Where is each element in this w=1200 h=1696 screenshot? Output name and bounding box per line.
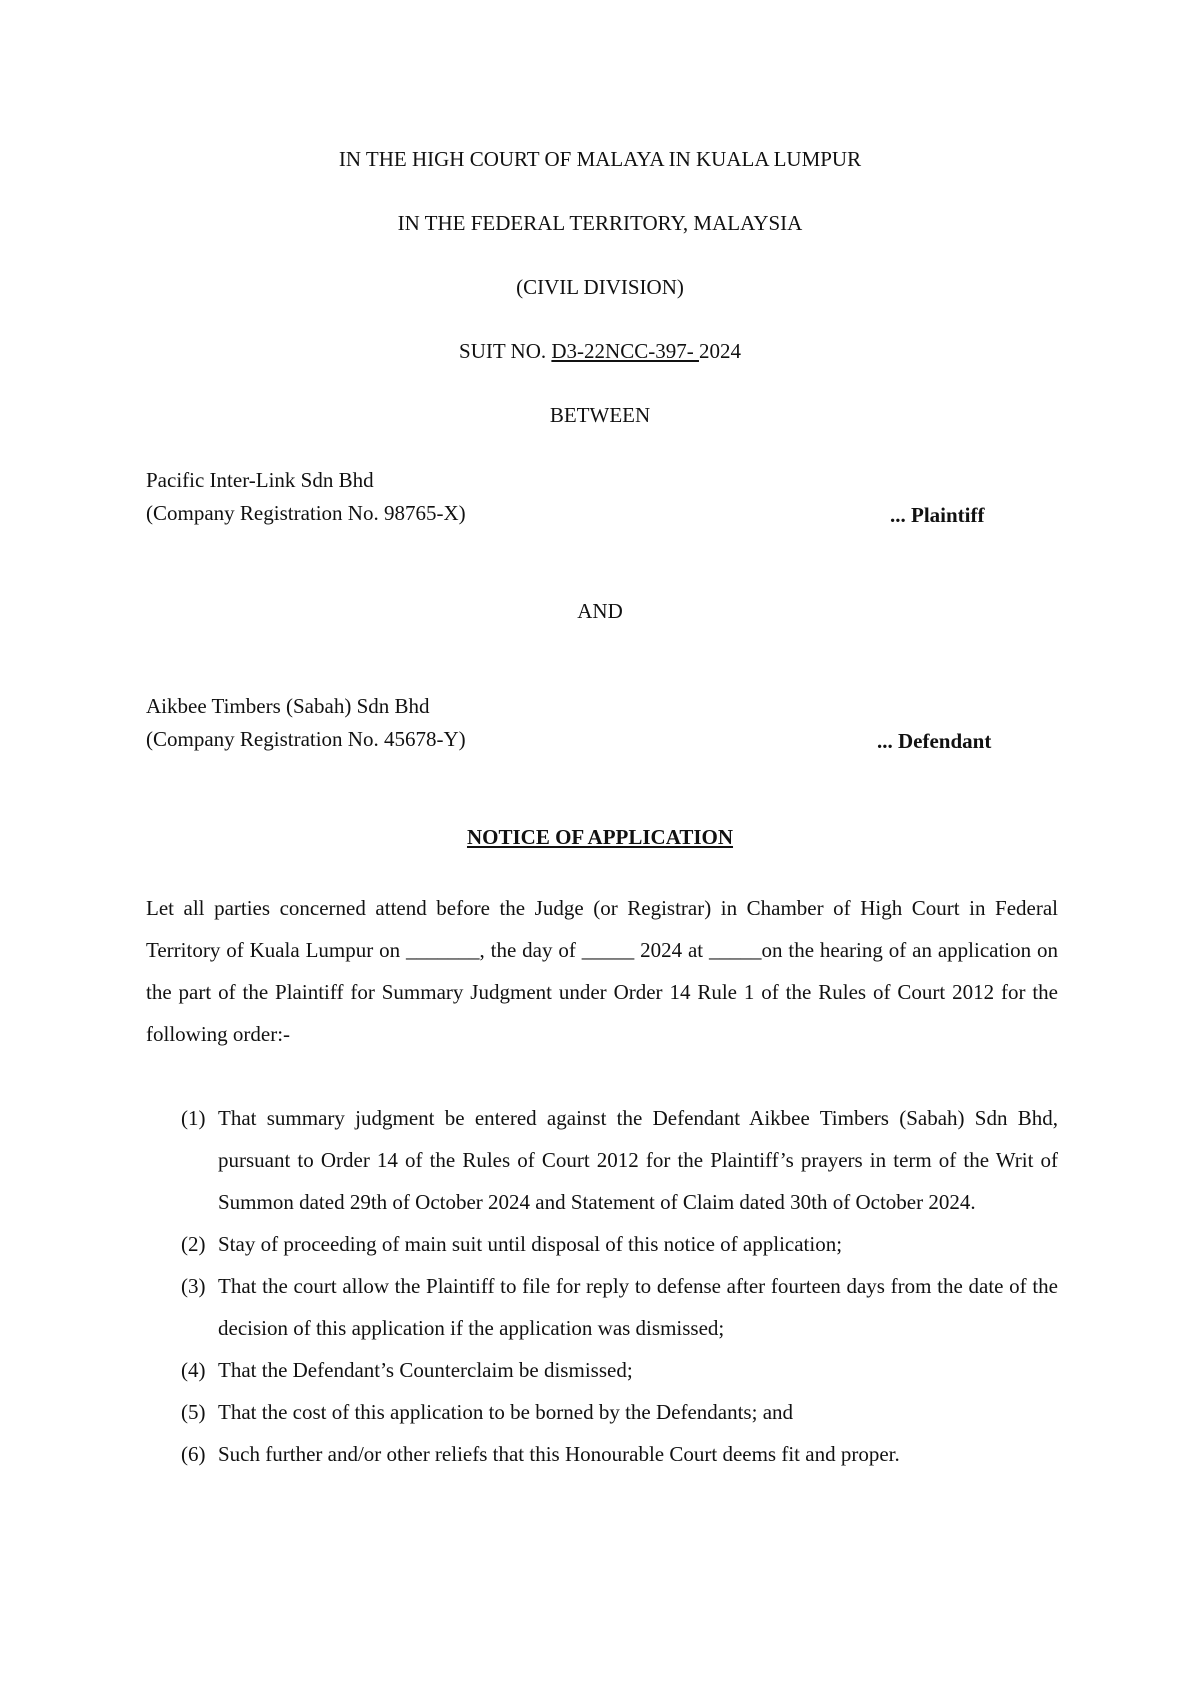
intro-paragraph: Let all parties concerned attend before the Judge (or Registrar) in Chamber of High Court in Federal Territory of Kuala Lumpur on _______, the day of _____ 2024 at _____on the hearing of an application on the part of the Plaintiff for Summary Judgment under Order 14 Rule 1 of the Rules of Court 2012 for the following order:-	[146, 896, 1058, 1046]
prayer-item-4	[181, 1349, 1058, 1391]
prayer-text: That summary judgment be entered against the Defendant Aikbee Timbers (Sabah) Sdn Bhd, pursuant to Order 14 of the Rules of Court 2012 for the Plaintiff’s prayers in term of the Writ of Summon dated 29th of October 2024 and Statement of Claim dated 30th of October 2024.	[218, 1106, 1058, 1214]
prayer-number: (4)	[181, 1358, 206, 1382]
prayer-number: (1)	[181, 1106, 206, 1130]
plaintiff-registration: (Company Registration No. 98765-X)	[146, 501, 466, 525]
notice-title-text: NOTICE OF APPLICATION	[466, 825, 734, 849]
suit-year: 2024	[698, 339, 741, 363]
suit-prefix: SUIT NO.	[459, 339, 552, 363]
prayer-number: (3)	[181, 1274, 206, 1298]
prayer-item-3	[181, 1265, 1058, 1349]
defendant-role: ... Defendant	[877, 729, 992, 753]
plaintiff-role: ... Plaintiff	[890, 503, 985, 527]
prayer-item-1	[181, 1097, 1058, 1223]
defendant-block	[146, 690, 466, 756]
prayers-list	[181, 1097, 1058, 1475]
suit-number: D3-22NCC-397-	[551, 339, 699, 363]
territory-heading: IN THE FEDERAL TERRITORY, MALAYSIA	[397, 211, 803, 235]
between-label: BETWEEN	[549, 403, 651, 427]
prayer-item-2	[181, 1223, 1058, 1265]
defendant-name: Aikbee Timbers (Sabah) Sdn Bhd	[146, 694, 430, 718]
division-heading: (CIVIL DIVISION)	[516, 275, 684, 299]
prayer-text: Such further and/or other reliefs that this Honourable Court deems fit and proper.	[218, 1442, 900, 1466]
notice-title	[0, 825, 1200, 850]
prayer-number: (5)	[181, 1400, 206, 1424]
prayer-text: That the court allow the Plaintiff to file for reply to defense after fourteen days from the date of the decision of this application if the application was dismissed;	[218, 1274, 1058, 1340]
defendant-registration: (Company Registration No. 45678-Y)	[146, 727, 466, 751]
plaintiff-name: Pacific Inter-Link Sdn Bhd	[146, 468, 374, 492]
prayer-text: That the cost of this application to be borned by the Defendants; and	[218, 1400, 794, 1424]
plaintiff-block	[146, 464, 466, 530]
prayer-number: (6)	[181, 1442, 206, 1466]
prayer-item-6	[181, 1433, 1058, 1475]
and-label: AND	[577, 599, 623, 623]
prayer-text: Stay of proceeding of main suit until disposal of this notice of application;	[218, 1232, 843, 1256]
prayer-text: That the Defendant’s Counterclaim be dismissed;	[218, 1358, 633, 1382]
court-heading: IN THE HIGH COURT OF MALAYA IN KUALA LUMPUR	[338, 147, 862, 171]
suit-number-line	[0, 339, 1200, 364]
prayer-number: (2)	[181, 1232, 206, 1256]
prayer-item-5	[181, 1391, 1058, 1433]
